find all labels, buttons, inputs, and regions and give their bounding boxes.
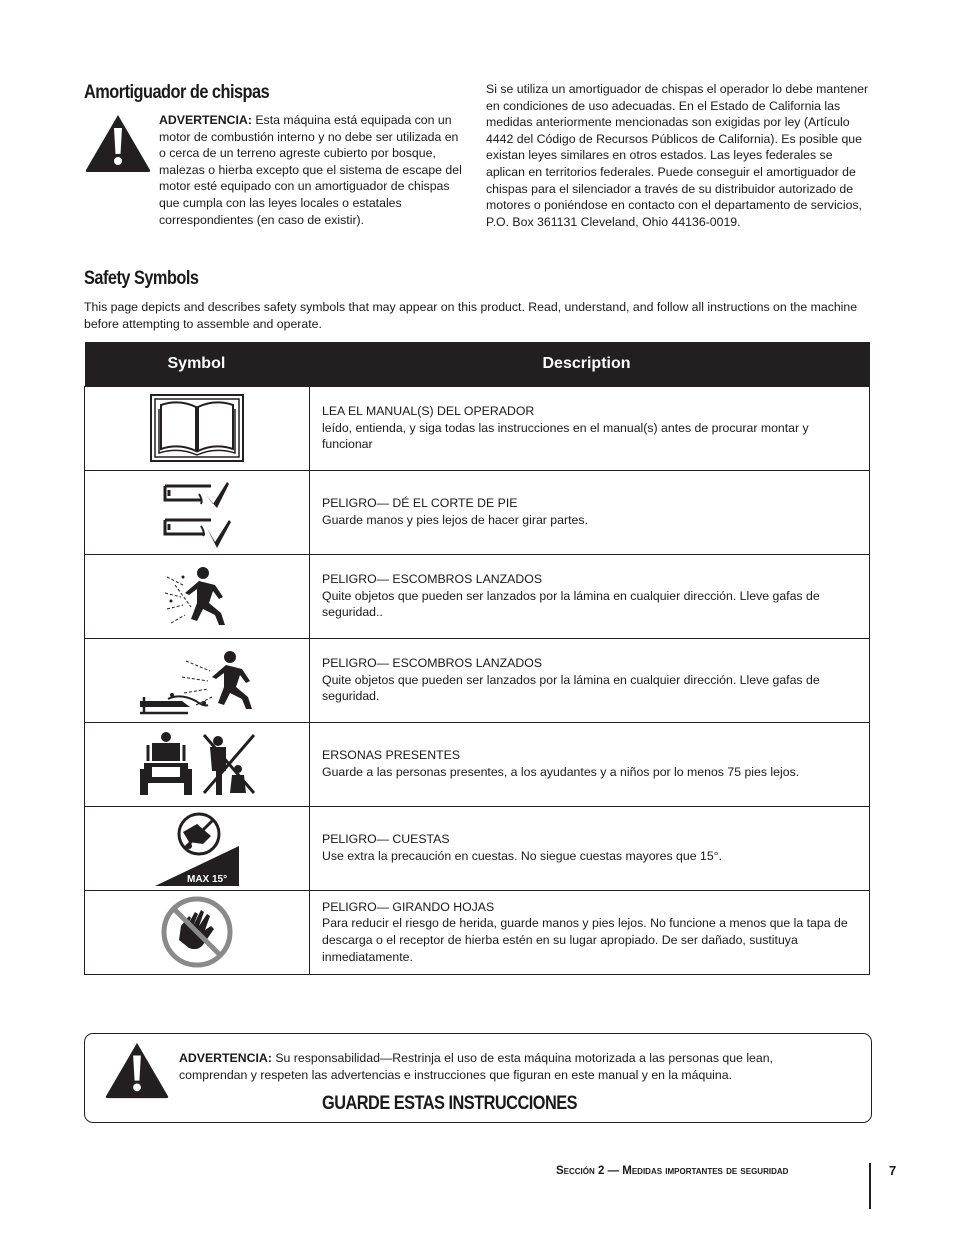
spark-warning-label: ADVERTENCIA: <box>159 113 252 127</box>
safety-symbols-heading: Safety Symbols <box>84 268 199 289</box>
symbol-cell <box>85 386 310 470</box>
page-number: 7 <box>889 1163 897 1178</box>
symbol-cell <box>85 638 310 722</box>
description-title: PELIGRO— DÉ EL CORTE DE PIE <box>322 496 518 511</box>
responsibility-warning-text <box>179 1050 839 1083</box>
description-cell <box>310 638 870 722</box>
table-row <box>85 470 870 554</box>
warning-triangle-icon <box>103 1040 171 1100</box>
description-cell <box>310 554 870 638</box>
slope-icon <box>153 810 241 886</box>
save-instructions-heading: GUARDE ESTAS INSTRUCCIONES <box>322 1093 578 1114</box>
symbol-column-header: Symbol <box>85 342 310 386</box>
description-title: ERSONAS PRESENTES <box>322 748 461 763</box>
description-title: PELIGRO— GIRANDO HOJAS <box>322 899 495 914</box>
description-cell <box>310 386 870 470</box>
description-cell <box>310 722 870 806</box>
operator-manual-icon <box>149 393 245 463</box>
footer-divider <box>869 1163 871 1209</box>
slope-max-label: MAX 15° <box>187 874 228 885</box>
symbol-cell <box>85 554 310 638</box>
table-row <box>85 890 870 974</box>
description-title: PELIGRO— CUESTAS <box>322 832 450 847</box>
symbol-cell <box>85 890 310 974</box>
table-header-row <box>85 342 870 386</box>
safety-symbols-table <box>84 342 870 975</box>
foot-cut-icon <box>161 476 233 548</box>
spark-arrestor-info: Si se utiliza un amortiguador de chispas el operador lo debe mantener en condiciones de uso adecuadas. En el Estado de California las medidas anteriormente mencionadas son exigidas por ley (Artículo 4442 del Código de Recursos Públicos de California). Es posible que existan leyes similares en otros estados. Las leyes federales se aplican en territorios federales. Puede conseguir el amortiguador de chispas para el silenciador a través de su distribuidor autorizado de motores o poniéndose en contacto con el departamento de servicios, P.O. Box 361131 Cleveland, Ohio 44136-0019. <box>486 82 869 229</box>
warning-triangle-icon <box>84 112 152 174</box>
table-row <box>85 722 870 806</box>
symbol-cell <box>85 470 310 554</box>
description-cell <box>310 806 870 890</box>
description-cell <box>310 470 870 554</box>
description-title: PELIGRO— ESCOMBROS LANZADOS <box>322 656 543 671</box>
table-row <box>85 638 870 722</box>
table-row <box>85 386 870 470</box>
responsibility-warning-label: ADVERTENCIA: <box>179 1051 272 1065</box>
rotating-blade-hand-icon <box>161 896 233 968</box>
description-body: Para reducir el riesgo de herida, guarde manos y pies lejos. No funcione a menos que la tapa de descarga o el receptor de hierba estén en su lugar apropiado. De ser dañado, sustituya inmediatamente. <box>322 916 848 964</box>
description-title: PELIGRO— ESCOMBROS LANZADOS <box>322 572 543 587</box>
table-row <box>85 806 870 890</box>
description-body: Guarde manos y pies lejos de hacer girar partes. <box>322 513 588 527</box>
responsibility-warning-body: Su responsabilidad—Restrinja el uso de esta máquina motorizada a las personas que lean, comprendan y respeten las advertencias e instrucciones que figuran en este manual y en la máquina. <box>179 1051 773 1082</box>
thrown-debris-mower-icon <box>138 645 256 715</box>
spark-warning-body: Esta máquina está equipada con un motor de combustión interno y no debe ser utilizada en o cerca de un terreno agreste cubierto por bosque, malezas o hierba excepto que el sistema de escape del motor esté equipado con un amortiguador de chispas que cumpla con las leyes locales o estatales correspondientes (en caso de existir). <box>159 113 462 227</box>
symbol-cell <box>85 722 310 806</box>
bystanders-icon <box>138 731 256 797</box>
symbol-cell <box>85 806 310 890</box>
description-title: LEA EL MANUAL(S) DEL OPERADOR <box>322 404 535 419</box>
description-body: Guarde a las personas presentes, a los ayudantes y a niños por lo menos 75 pies lejos. <box>322 765 800 779</box>
description-body: Quite objetos que pueden ser lanzados por la lámina en cualquier dirección. Lleve gafas de seguridad.. <box>322 588 820 620</box>
safety-symbols-intro: This page depicts and describes safety symbols that may appear on this product. Read, understand, and follow all instructions on the machine before attempting to assemble and operate. <box>84 300 858 331</box>
spark-arrestor-heading: Amortiguador de chispas <box>84 82 270 103</box>
description-body: Use extra la precaución en cuestas. No siegue cuestas mayores que 15°. <box>322 849 723 863</box>
description-column-header: Description <box>310 342 870 386</box>
table-row <box>85 554 870 638</box>
spark-warning-text <box>159 112 468 228</box>
description-body: leído, entienda, y siga todas las instrucciones en el manual(s) antes de procurar montar y funcionar <box>322 420 809 452</box>
footer-section-title: Sección 2 — Medidas importantes de seguridad <box>556 1165 789 1177</box>
description-cell <box>310 890 870 974</box>
description-body: Quite objetos que pueden ser lanzados por la lámina en cualquier dirección. Lleve gafas de seguridad. <box>322 672 820 704</box>
thrown-debris-icon <box>161 563 233 629</box>
